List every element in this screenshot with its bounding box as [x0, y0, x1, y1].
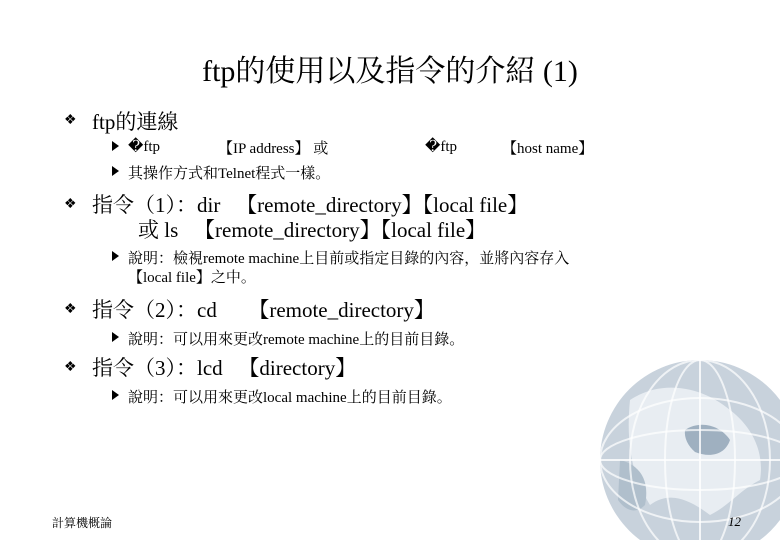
triangle-bullet-icon: [112, 166, 119, 176]
slide-title: ftp的使用以及指令的介紹 (1): [202, 55, 578, 88]
diamond-bullet-icon: ❖: [64, 302, 77, 317]
triangle-bullet-icon: [112, 141, 119, 151]
cmd3-desc: 說明：可以用來更改local machine上的目前目錄。: [128, 390, 452, 406]
globe-watermark: [590, 340, 780, 540]
cmd1-line1: 指令（1）：dir 【remote_directory】【local file】: [92, 193, 529, 217]
footer-course-name: 計算機概論: [52, 516, 113, 530]
cmd3-line: 指令（3）：lcd 【directory】: [92, 356, 357, 380]
cmd1-line2: 或 ls 【remote_directory】【local file】: [138, 218, 487, 242]
triangle-bullet-icon: [112, 251, 119, 261]
cmd2-line: 指令（2）：cd 【remote_directory】: [92, 298, 435, 322]
diamond-bullet-icon: ❖: [64, 360, 77, 375]
connect-note: 其操作方式和Telnet程式一樣。: [128, 166, 331, 182]
connect-syntax-c: �ftp: [425, 139, 458, 155]
connect-syntax-a: �ftp: [128, 139, 161, 155]
triangle-bullet-icon: [112, 390, 119, 400]
connect-syntax-d: 【host name】: [502, 141, 594, 157]
diamond-bullet-icon: ❖: [64, 113, 77, 128]
connect-syntax-b: 【IP address】 或: [218, 141, 329, 157]
cmd1-desc-line2: 【local file】之中。: [128, 270, 256, 286]
diamond-bullet-icon: ❖: [64, 197, 77, 212]
connect-heading: ftp的連線: [92, 110, 179, 134]
cmd1-desc-line1: 說明：檢視remote machine上目前或指定目錄的內容，並將內容存入: [128, 251, 570, 267]
cmd2-desc: 說明：可以用來更改remote machine上的目前目錄。: [128, 332, 465, 348]
page-number: 12: [728, 514, 741, 529]
triangle-bullet-icon: [112, 332, 119, 342]
